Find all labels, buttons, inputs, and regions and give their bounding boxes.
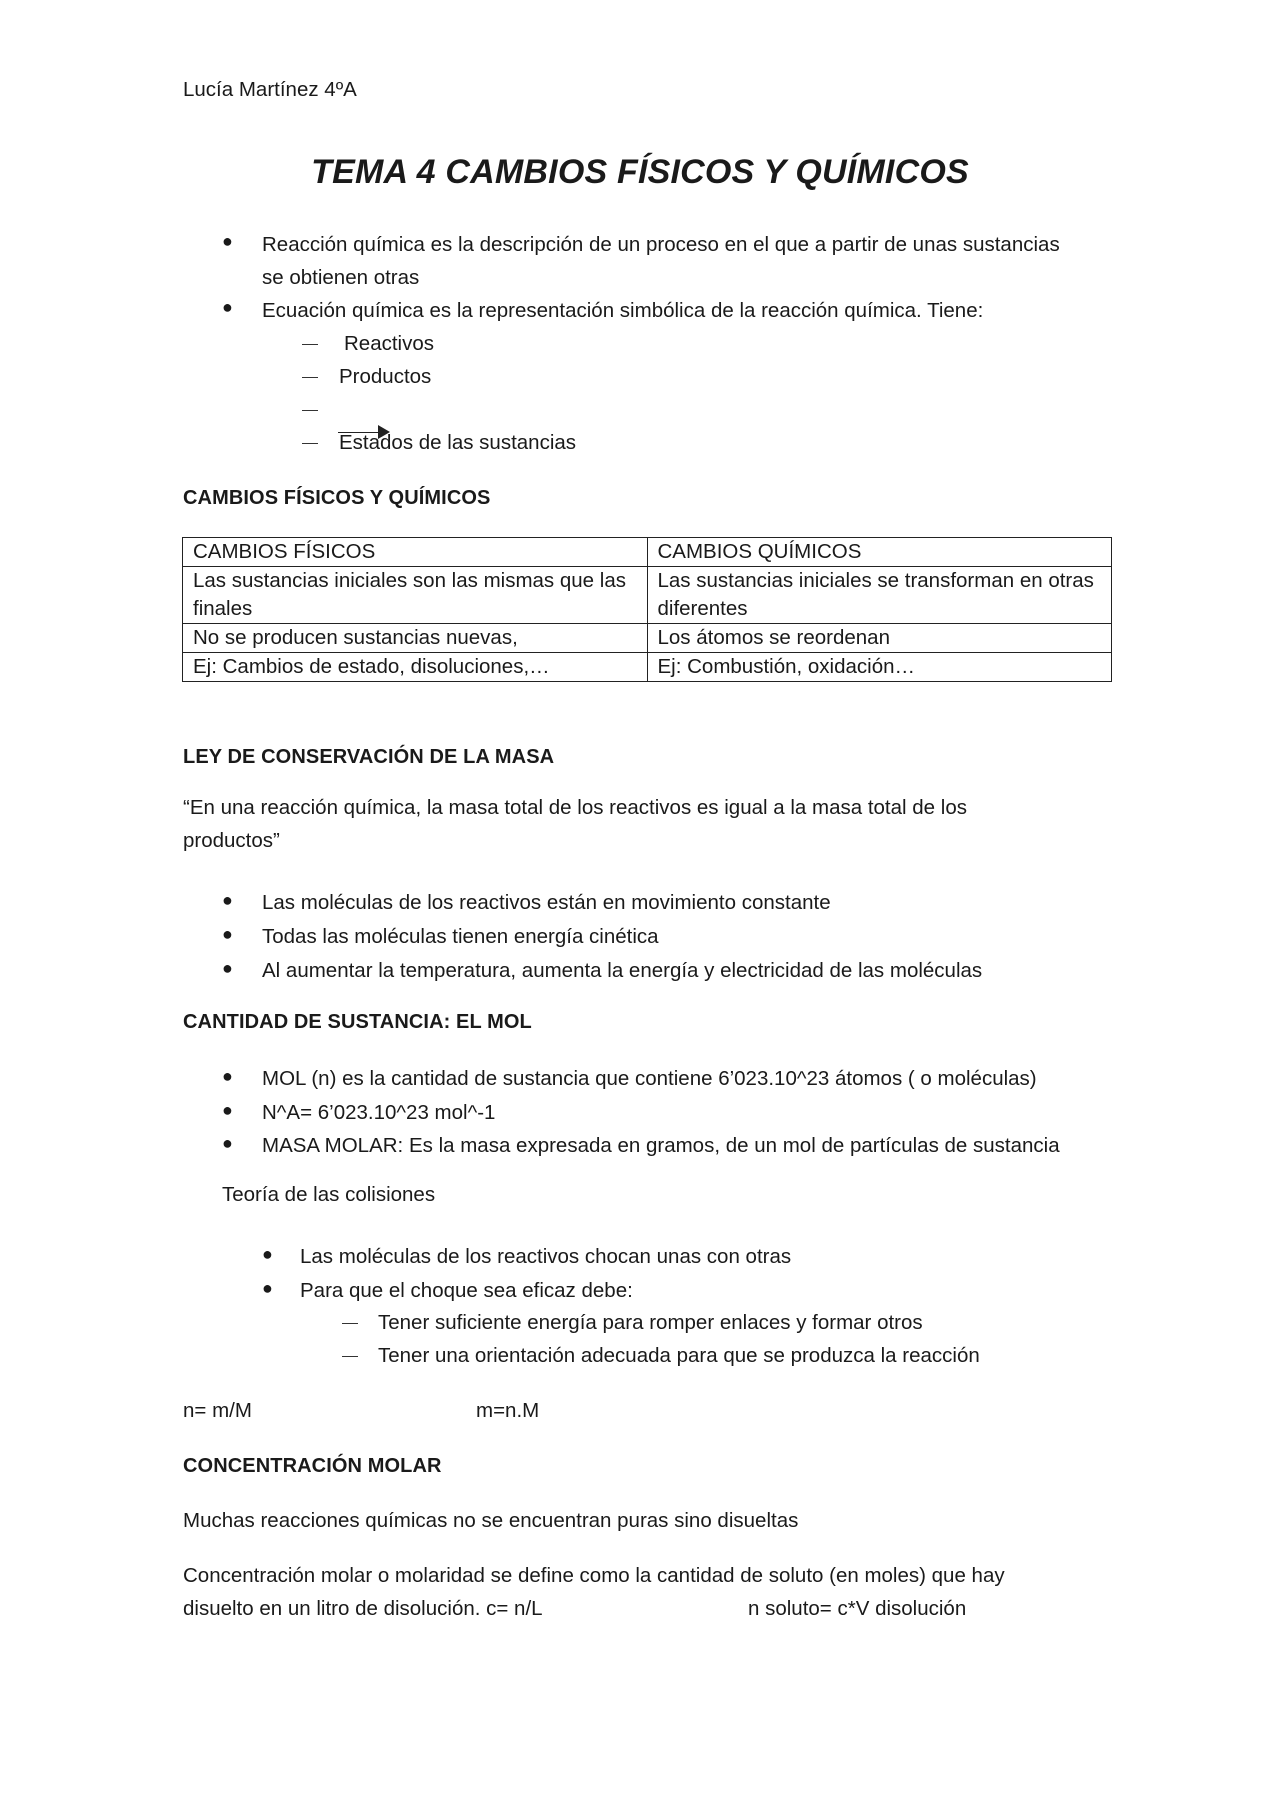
- list-item: Las moléculas de los reactivos chocan unas con otras: [300, 1245, 792, 1268]
- list-item-reaccion-line1: Reacción química es la descripción de un proceso en el que a partir de unas sustancias: [262, 233, 1060, 256]
- dash-icon: [302, 443, 318, 444]
- bullet-icon: ●: [222, 890, 233, 910]
- dash-icon: [342, 1323, 358, 1324]
- table-header-row: [183, 538, 1112, 567]
- list-item: MASA MOLAR: Es la masa expresada en gramos, de un mol de partículas de sustancia: [262, 1134, 1060, 1157]
- formula-m: m=n.M: [476, 1399, 540, 1422]
- concentracion-p2-line2: disuelto en un litro de disolución. c= n/L: [183, 1597, 543, 1620]
- dash-icon: [302, 410, 318, 411]
- table-cell: No se producen sustancias nuevas,: [183, 624, 648, 653]
- bullet-icon: ●: [222, 1100, 233, 1120]
- section-heading-ley: LEY DE CONSERVACIÓN DE LA MASA: [183, 746, 555, 768]
- list-item: N^A= 6’023.10^23 mol^-1: [262, 1101, 496, 1124]
- table-header-cell: CAMBIOS FÍSICOS: [183, 538, 648, 567]
- concentracion-p2-line1: Concentración molar o molaridad se define como la cantidad de soluto (en moles) que hay: [183, 1564, 1005, 1587]
- table-row: [183, 653, 1112, 682]
- sub-item: Tener suficiente energía para romper enlaces y formar otros: [378, 1311, 923, 1334]
- colisiones-heading: Teoría de las colisiones: [222, 1183, 436, 1206]
- bullet-icon: ●: [222, 1133, 233, 1153]
- section-heading-cambios: CAMBIOS FÍSICOS Y QUÍMICOS: [183, 487, 491, 509]
- section-heading-concentracion: CONCENTRACIÓN MOLAR: [183, 1455, 442, 1477]
- table-header-cell: CAMBIOS QUÍMICOS: [647, 538, 1112, 567]
- author-line: Lucía Martínez 4ºA: [183, 78, 357, 101]
- table-cell: Las sustancias iniciales son las mismas que las finales: [183, 567, 648, 624]
- table-cell: Los átomos se reordenan: [647, 624, 1112, 653]
- list-item: Para que el choque sea eficaz debe:: [300, 1279, 633, 1302]
- sub-item-productos: Productos: [339, 365, 432, 388]
- ley-quote-line1: “En una reacción química, la masa total de los reactivos es igual a la masa total de los: [183, 796, 967, 819]
- dash-icon: [302, 344, 318, 345]
- list-item-reaccion-line2: se obtienen otras: [262, 266, 420, 289]
- bullet-icon: ●: [222, 924, 233, 944]
- sub-item: Tener una orientación adecuada para que se produzca la reacción: [378, 1344, 980, 1367]
- concentracion-p1: Muchas reacciones químicas no se encuentran puras sino disueltas: [183, 1509, 799, 1532]
- table-cell: Ej: Combustión, oxidación…: [647, 653, 1112, 682]
- formula-n: n= m/M: [183, 1399, 252, 1422]
- table-cell: Ej: Cambios de estado, disoluciones,…: [183, 653, 648, 682]
- page-title: TEMA 4 CAMBIOS FÍSICOS Y QUÍMICOS: [311, 153, 969, 191]
- list-item: Las moléculas de los reactivos están en movimiento constante: [262, 891, 831, 914]
- dash-icon: [342, 1356, 358, 1357]
- ley-quote-line2: productos”: [183, 829, 280, 852]
- sub-item-estados: Estados de las sustancias: [339, 431, 577, 454]
- bullet-icon: ●: [262, 1244, 273, 1264]
- bullet-icon: ●: [222, 297, 233, 317]
- table-row: [183, 567, 1112, 624]
- list-item: Al aumentar la temperatura, aumenta la energía y electricidad de las moléculas: [262, 959, 983, 982]
- table-row: [183, 624, 1112, 653]
- concentracion-formula: n soluto= c*V disolución: [748, 1597, 967, 1620]
- list-item: Todas las moléculas tienen energía cinética: [262, 925, 659, 948]
- list-item: MOL (n) es la cantidad de sustancia que contiene 6’023.10^23 átomos ( o moléculas): [262, 1067, 1037, 1090]
- sub-item-reactivos: Reactivos: [344, 332, 435, 355]
- list-item-ecuacion: Ecuación química es la representación simbólica de la reacción química. Tiene:: [262, 299, 984, 322]
- section-heading-mol: CANTIDAD DE SUSTANCIA: EL MOL: [183, 1011, 532, 1033]
- bullet-icon: ●: [222, 231, 233, 251]
- dash-icon: [302, 377, 318, 378]
- comparison-table: [182, 537, 1112, 682]
- bullet-icon: ●: [222, 1066, 233, 1086]
- table-cell: Las sustancias iniciales se transforman en otras diferentes: [647, 567, 1112, 624]
- bullet-icon: ●: [262, 1278, 273, 1298]
- bullet-icon: ●: [222, 958, 233, 978]
